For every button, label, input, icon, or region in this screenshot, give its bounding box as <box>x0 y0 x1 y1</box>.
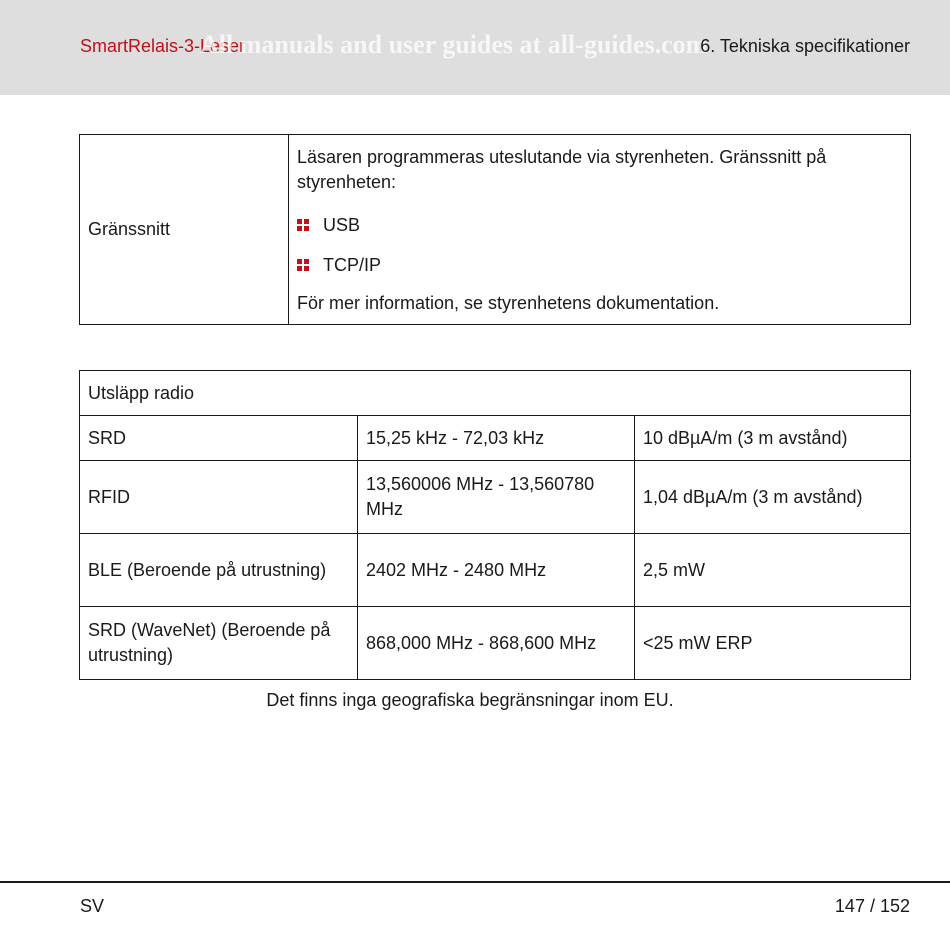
table-row <box>80 607 911 680</box>
page-number: 147 / 152 <box>834 896 910 916</box>
product-name: SmartRelais-3-Leser <box>80 36 246 56</box>
table-cell: 13,560006 MHz - 13,560780 MHz <box>358 461 635 534</box>
page-header <box>0 0 950 95</box>
bullet-icon <box>297 219 309 231</box>
table-cell: BLE (Beroende på utrustning) <box>80 534 358 607</box>
interface-outro: För mer information, se styrenhetens dokumentation. <box>297 293 720 313</box>
list-item <box>297 205 902 245</box>
radio-table-heading: Utsläpp radio <box>80 371 911 416</box>
table-cell: 2,5 mW <box>635 534 911 607</box>
table-row <box>80 461 911 534</box>
table-cell: SRD <box>80 416 358 461</box>
table-cell: 15,25 kHz - 72,03 kHz <box>358 416 635 461</box>
language-code: SV <box>80 896 105 916</box>
footnote: Det finns inga geografiska begränsningar inom EU. <box>266 690 674 710</box>
interface-content <box>289 135 911 325</box>
table-cell: 10 dBµA/m (3 m avstånd) <box>635 416 911 461</box>
bullet-text: TCP/IP <box>323 254 382 275</box>
interface-intro: Läsaren programmeras uteslutande via styrenheten. Gränssnitt på styrenheten: <box>297 147 827 192</box>
interface-label: Gränssnitt <box>80 135 289 325</box>
list-item <box>297 245 902 285</box>
table-cell: 868,000 MHz - 868,600 MHz <box>358 607 635 680</box>
watermark: All manuals and user guides at all-guides.com <box>200 30 708 59</box>
footer-divider <box>0 881 950 883</box>
bullet-icon <box>297 259 309 271</box>
table-cell: SRD (WaveNet) (Beroende på utrustning) <box>80 607 358 680</box>
section-title: 6. Tekniska specifikationer <box>700 36 910 56</box>
interface-list <box>297 205 902 285</box>
table-cell: RFID <box>80 461 358 534</box>
radio-emissions-table <box>79 370 911 680</box>
table-row <box>80 416 911 461</box>
interface-table <box>79 134 911 325</box>
table-cell: 1,04 dBµA/m (3 m avstånd) <box>635 461 911 534</box>
table-cell: 2402 MHz - 2480 MHz <box>358 534 635 607</box>
table-row <box>80 534 911 607</box>
table-cell: <25 mW ERP <box>635 607 911 680</box>
bullet-text: USB <box>323 214 361 235</box>
